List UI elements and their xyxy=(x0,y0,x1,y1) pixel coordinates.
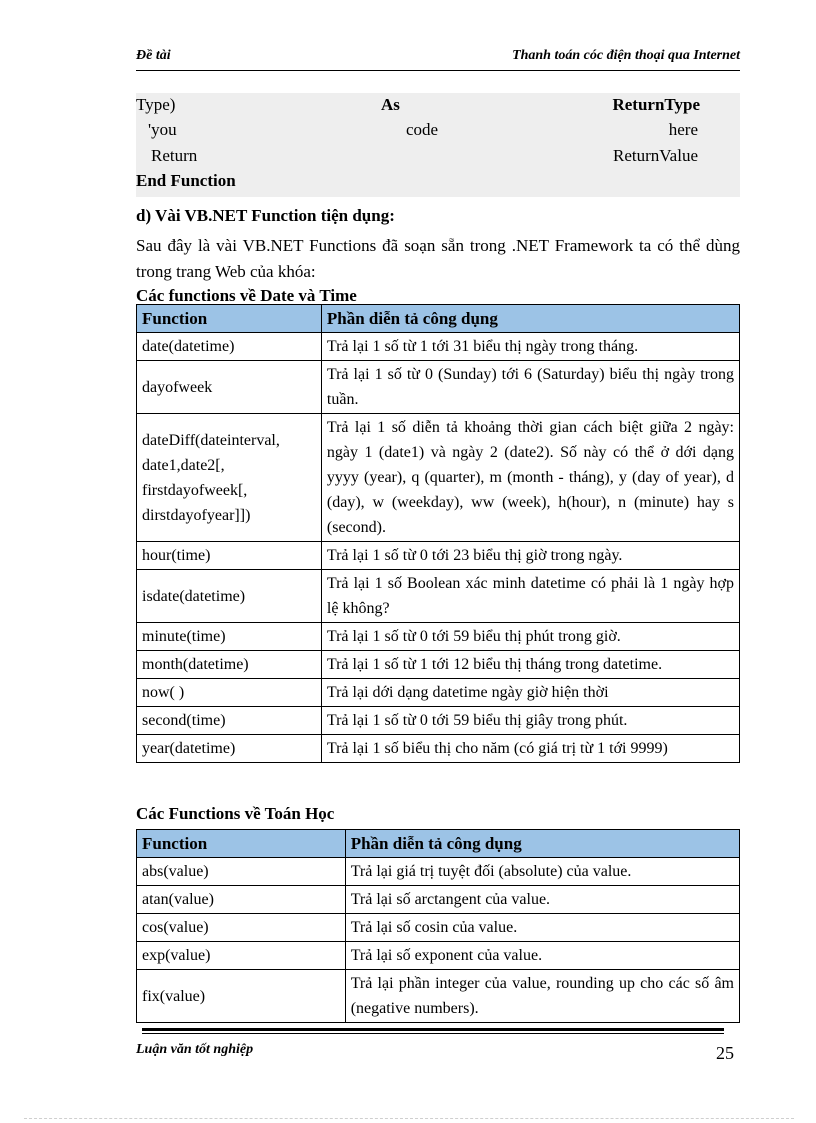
math-functions-table xyxy=(136,829,740,1023)
column-header: Phần diễn tả công dụng xyxy=(321,305,739,333)
description-cell: Trả lại 1 số từ 0 tới 59 biểu thị phút trong giờ. xyxy=(321,623,739,651)
code-token: ReturnType xyxy=(612,95,700,114)
code-token: ReturnValue xyxy=(613,146,698,165)
header-left-text: Đề tài xyxy=(136,48,171,63)
table-header-row xyxy=(137,305,740,333)
function-cell: atan(value) xyxy=(137,886,346,914)
footer-divider xyxy=(142,1033,724,1034)
description-cell: Trả lại 1 số từ 0 tới 59 biểu thị giây trong phút. xyxy=(321,707,739,735)
table-row xyxy=(137,858,740,886)
page-header xyxy=(136,48,740,68)
function-cell: abs(value) xyxy=(137,858,346,886)
description-cell: Trả lại 1 số từ 1 tới 12 biểu thị tháng trong datetime. xyxy=(321,651,739,679)
description-cell: Trả lại phần integer của value, rounding up cho các số âm (negative numbers). xyxy=(345,970,739,1023)
function-cell: hour(time) xyxy=(137,542,322,570)
description-cell: Trả lại 1 số từ 0 tới 23 biểu thị giờ trong ngày. xyxy=(321,542,739,570)
function-cell: exp(value) xyxy=(137,942,346,970)
description-cell: Trả lại số cosin của value. xyxy=(345,914,739,942)
function-cell: second(time) xyxy=(137,707,322,735)
section-title: d) Vài VB.NET Function tiện dụng: xyxy=(136,206,395,225)
column-header: Function xyxy=(137,305,322,333)
date-time-functions-table xyxy=(136,304,740,763)
table-row xyxy=(137,414,740,542)
code-block xyxy=(136,93,740,197)
function-cell: year(datetime) xyxy=(137,735,322,763)
table-row xyxy=(137,707,740,735)
footer-divider xyxy=(142,1028,724,1031)
description-cell: Trả lại 1 số diễn tả khoảng thời gian cách biệt giữa 2 ngày: ngày 1 (date1) và ngày 2 (date2). Số này có thể ở dới dạng yyyy (year), q (quarter), m (month - tháng), y (day of year), d (day), w (weekday), ww (week), h(hour), n (minute) hay s (second). xyxy=(321,414,739,542)
description-cell: Trả lại giá trị tuyệt đối (absolute) của value. xyxy=(345,858,739,886)
table-header-row xyxy=(137,830,740,858)
table-row xyxy=(137,735,740,763)
function-cell: isdate(datetime) xyxy=(137,570,322,623)
description-cell: Trả lại 1 số từ 1 tới 31 biểu thị ngày trong tháng. xyxy=(321,333,739,361)
table-row xyxy=(137,623,740,651)
function-cell: dateDiff(dateinterval, date1,date2[, firstdayofweek[, dirstdayofyear]]) xyxy=(137,414,322,542)
code-token: End Function xyxy=(136,171,236,190)
footer-left-text: Luận văn tốt nghiệp xyxy=(136,1042,254,1057)
code-line xyxy=(136,120,740,144)
table-row xyxy=(137,333,740,361)
table-row xyxy=(137,914,740,942)
column-header: Phần diễn tả công dụng xyxy=(345,830,739,858)
code-token: here xyxy=(668,120,698,139)
table-row xyxy=(137,886,740,914)
description-cell: Trả lại số arctangent của value. xyxy=(345,886,739,914)
description-cell: Trả lại dới dạng datetime ngày giờ hiện thời xyxy=(321,679,739,707)
table-row xyxy=(137,542,740,570)
code-token: Type) xyxy=(136,95,176,114)
math-table-caption: Các Functions về Toán Học xyxy=(136,804,335,823)
function-cell: minute(time) xyxy=(137,623,322,651)
function-cell: date(datetime) xyxy=(137,333,322,361)
function-cell: now( ) xyxy=(137,679,322,707)
function-cell: cos(value) xyxy=(137,914,346,942)
function-cell: fix(value) xyxy=(137,970,346,1023)
header-divider xyxy=(136,70,740,71)
table-row xyxy=(137,570,740,623)
description-cell: Trả lại 1 số biểu thị cho năm (có giá trị từ 1 tới 9999) xyxy=(321,735,739,763)
table-row xyxy=(137,679,740,707)
code-line xyxy=(136,95,740,119)
table-row xyxy=(137,361,740,414)
description-cell: Trả lại số exponent của value. xyxy=(345,942,739,970)
description-cell: Trả lại 1 số Boolean xác minh datetime có phải là 1 ngày hợp lệ không? xyxy=(321,570,739,623)
column-header: Function xyxy=(137,830,346,858)
page-number: 25 xyxy=(716,1043,734,1063)
code-line xyxy=(136,171,740,195)
function-cell: month(datetime) xyxy=(137,651,322,679)
code-line xyxy=(136,146,740,170)
code-token: As xyxy=(381,95,400,114)
page-edge-divider xyxy=(24,1118,794,1119)
table-row xyxy=(137,970,740,1023)
table-row xyxy=(137,651,740,679)
intro-paragraph: Sau đây là vài VB.NET Functions đã soạn sẵn trong .NET Framework ta có thể dùng trong trang Web của khóa: xyxy=(136,236,740,281)
function-cell: dayofweek xyxy=(137,361,322,414)
table-row xyxy=(137,942,740,970)
code-token: 'you xyxy=(148,120,177,139)
description-cell: Trả lại 1 số từ 0 (Sunday) tới 6 (Saturday) biểu thị ngày trong tuần. xyxy=(321,361,739,414)
code-token: Return xyxy=(151,146,198,165)
header-right-text: Thanh toán cóc điện thoại qua Internet xyxy=(512,48,740,63)
date-table-caption: Các functions về Date và Time xyxy=(136,286,357,305)
code-token: code xyxy=(406,120,439,139)
